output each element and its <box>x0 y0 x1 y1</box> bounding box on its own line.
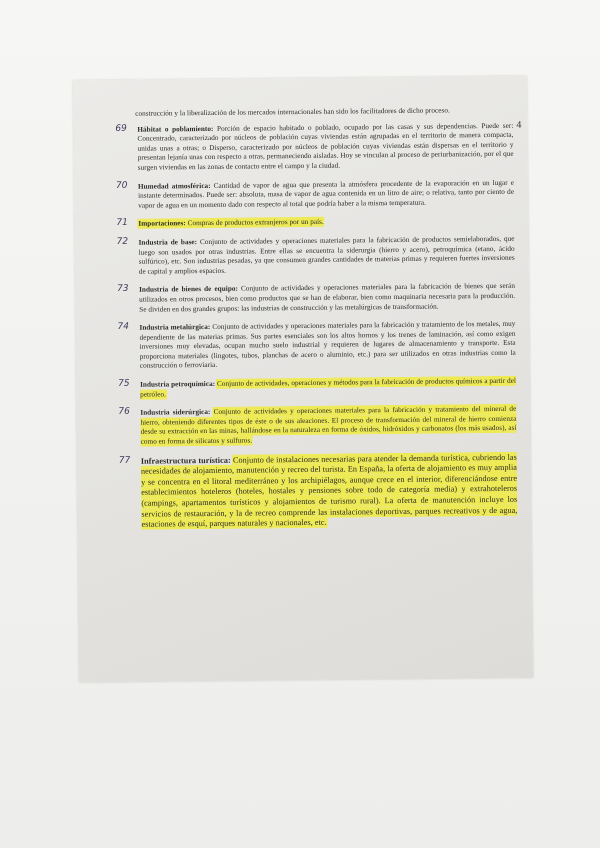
entry-term: Industria de bienes de equipo: <box>139 284 238 295</box>
entry-definition: Porción de espacio habitado o poblado, ocupado por las casas y sus dependencias. Puede ser: Concentrado, caracterizado por núcleos de población cuyas viviendas están agrupadas en el territorio de manera compacta, unidas unas a otras; o Disperso, caracterizado por núcleos de población cuyas viviendas están dispersas en el territorio y presentan lejanía unas con respecto a otras, permaneciendo aisladas. Hoy se vinculan al proceso de periurbanización, por el que surgen viviendas en las zonas de contacto entre el campo y la ciudad. <box>137 121 514 172</box>
entry-number: 76 <box>118 407 130 418</box>
entry-term: Industria siderúrgica: <box>140 408 211 417</box>
entry-definition: Conjunto de actividades, operaciones y métodos para la fabricación de productos químicos a partir del petróleo. <box>140 376 517 399</box>
entry-number: 74 <box>117 321 130 333</box>
glossary-entry-metalurgica <box>117 320 515 372</box>
entry-definition: Conjunto de actividades y operaciones materiales para la fabricación y tratamiento de los metales, muy dependiente de las materias primas. Sus partes esenciales son los altos hornos y los trenes de laminación, así como exigen inversiones muy elevadas, ocupan mucho suelo industrial y requieren de lugares de almacenamiento y transporte. Esta proporciona materiales (lingotes, tubos, planchas de acero o aluminio, etc.) para ser utilizados en otras industrias como la construcción o ferroviaria. <box>139 319 516 371</box>
entry-number: 69 <box>115 123 127 134</box>
entry-number: 75 <box>117 378 130 389</box>
scanned-page <box>73 76 533 683</box>
entry-term: Infraestructura turística: <box>140 455 231 466</box>
margin-mark: 4 <box>516 119 522 131</box>
entry-definition: Conjunto de actividades y operaciones materiales para la fabricación de bienes que serán utilizados en otros procesos, bien como productos que se han de elaborar, bien como maquinaria necesaria para la producción. Se dividen en dos grandes grupos: las industrias de construcción y las metalúrgicas de transformación. <box>139 282 516 314</box>
entry-definition: Cantidad de vapor de agua que presenta la atmósfera procedente de la evaporación en un lugar e instante determinados. Puede ser: absoluta, masa de vapor de agua contenida en un litro de aire; o relativa, tanto por ciento de vapor de agua en un momento dado con respecto al total que podría haber a la misma temperatura. <box>138 178 515 210</box>
entry-definition: Compras de productos extranjeros por un país. <box>187 218 324 228</box>
entry-number: 71 <box>116 218 128 229</box>
entry-number: 70 <box>115 180 128 191</box>
entry-term: Industria de base: <box>138 238 198 247</box>
entry-number: 73 <box>116 284 129 295</box>
glossary-entry-bienes-equipo <box>117 282 515 315</box>
entry-term: Importaciones: <box>138 219 186 229</box>
entry-number: 77 <box>118 455 131 466</box>
glossary-entry-importaciones <box>116 216 514 230</box>
entry-number: 72 <box>116 236 129 247</box>
glossary-entry-humedad <box>116 178 514 211</box>
entry-term: Industria petroquímica: <box>140 379 216 389</box>
entry-term: Hábitat o poblamiento: <box>137 124 214 134</box>
entry-definition: Conjunto de actividades y operaciones materiales para la fabricación y tratamiento del mineral de hierro, obteniendo diferentes tipos de éste o de sus aleaciones. El proceso de transformación del mineral de hierro comienza desde su extracción en las minas, hallándose en la naturaleza en forma de óxidos, hidróxidos y carbonatos (los más usados), así como en forma de silicatos y sulfuros. <box>140 405 517 446</box>
entry-definition: Conjunto de instalaciones necesarias para atender la demanda turística, cubriendo las necesidades de alojamiento, manutención y recreo del turista. En España, la oferta de alojamiento es muy amplia y se concentra en el litoral mediterráneo y los archipiélagos, aunque crece en el interior, diferenciándose entre establecimientos hoteleros (hoteles, hostales y pensiones sobre todo de categoría media) y extrahoteleros (campings, apartamentos turísticos y alojamientos de turismo rural). La oferta de manutención incluye los servicios de restauración, y la de recreo comprende las instalaciones deportivas, parques recreativos y de agua, estaciones de esquí, parques naturales y nacionales, etc. <box>140 452 518 529</box>
intro-paragraph: construcción y la liberalización de los mercados internacionales han sido los facilitadores de dicho proceso. <box>135 106 450 118</box>
glossary-entry-habitat <box>115 121 513 173</box>
glossary-content <box>115 106 517 540</box>
glossary-entry-petroquimica <box>118 377 516 400</box>
glossary-entry-industria-base <box>117 235 515 278</box>
entry-definition: Conjunto de actividades y operaciones materiales para la fabricación de productos semielaborados, que luego son usados por otras industrias. Entre ellas se encuentra la siderurgia (hierro y acero), petroquímica (etano, ácido sulfúrico), etc. Son industrias pesadas, ya que consumen grandes cantidades de materias primas y requieren fuertes inversiones de capital y amplios espacios. <box>138 234 515 276</box>
glossary-entry-siderurgica <box>118 405 516 448</box>
entry-term: Industria metalúrgica: <box>139 323 211 332</box>
entry-term: Humedad atmosférica: <box>137 181 211 191</box>
glossary-entry-infraestructura <box>119 452 518 530</box>
